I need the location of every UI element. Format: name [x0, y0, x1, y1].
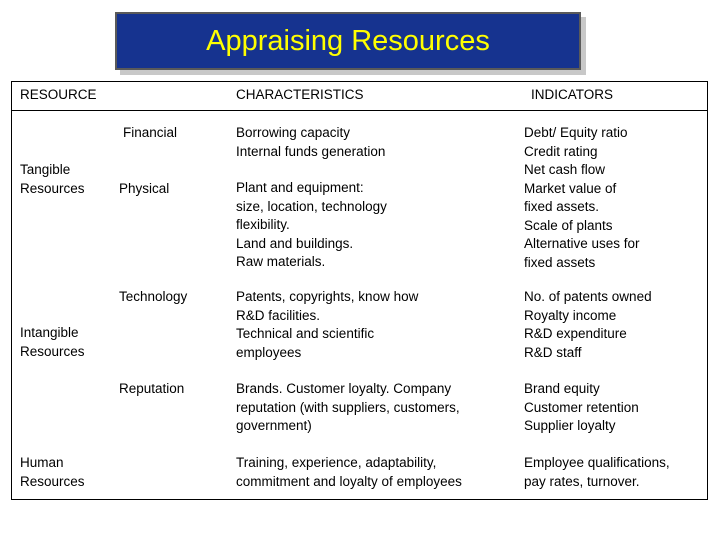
characteristic-line: Plant and equipment: — [236, 180, 364, 195]
characteristic-line: Internal funds generation — [236, 143, 386, 159]
characteristics-reputation — [236, 380, 460, 436]
group-intangible-line: Intangible — [20, 325, 79, 340]
group-human-line: Resources — [20, 473, 85, 489]
header-indicators: INDICATORS — [531, 87, 614, 102]
characteristic-line: reputation (with suppliers, customers, — [236, 399, 460, 415]
indicator-line: Employee qualifications, — [524, 455, 670, 470]
indicator-line: R&D staff — [524, 344, 582, 360]
group-tangible — [20, 161, 85, 198]
characteristics-financial — [236, 124, 385, 161]
indicator-line: No. of patents owned — [524, 289, 652, 304]
indicator-line: Debt/ Equity ratio — [524, 125, 628, 140]
characteristic-line: commitment and loyalty of employees — [236, 473, 462, 489]
indicator-line: fixed assets. — [524, 199, 600, 214]
characteristics-technology — [236, 288, 418, 362]
indicators-human — [524, 454, 670, 491]
group-human — [20, 454, 85, 491]
title-box — [115, 12, 581, 70]
indicator-line: Market value of — [524, 180, 617, 196]
title-banner — [115, 12, 581, 70]
indicators-tangible — [524, 124, 640, 272]
indicator-line: Supplier loyalty — [524, 418, 616, 433]
indicator-line: Alternative uses for — [524, 236, 640, 251]
indicator-line: Brand equity — [524, 381, 600, 396]
characteristics-human — [236, 454, 462, 491]
header-characteristics: CHARACTERISTICS — [236, 87, 364, 102]
indicator-line: Scale of plants — [524, 217, 613, 233]
characteristic-line: Land and buildings. — [236, 235, 354, 251]
page-title: Appraising Resources — [206, 24, 490, 57]
characteristic-line: flexibility. — [236, 217, 290, 232]
subtype-technology: Technology — [119, 289, 188, 304]
group-human-line: Human — [20, 455, 64, 470]
subtype-financial: Financial — [123, 125, 178, 140]
indicator-line: Customer retention — [524, 399, 639, 415]
characteristic-line: Brands. Customer loyalty. Company — [236, 381, 452, 396]
characteristic-line: Patents, copyrights, know how — [236, 289, 419, 304]
subtype-reputation: Reputation — [119, 381, 185, 396]
characteristic-line: employees — [236, 344, 302, 360]
group-tangible-line: Resources — [20, 180, 85, 196]
indicator-line: pay rates, turnover. — [524, 473, 640, 489]
characteristics-physical — [236, 179, 387, 272]
indicators-reputation — [524, 380, 639, 436]
indicator-line: Royalty income — [524, 307, 617, 323]
header-divider — [11, 110, 708, 111]
indicator-line: fixed assets — [524, 254, 596, 270]
indicator-line: Net cash flow — [524, 162, 606, 177]
characteristic-line: government) — [236, 418, 312, 433]
indicators-technology — [524, 288, 652, 362]
characteristic-line: Training, experience, adaptability, — [236, 455, 437, 470]
characteristic-line: Technical and scientific — [236, 326, 375, 341]
subtype-physical: Physical — [119, 181, 170, 196]
characteristic-line: Raw materials. — [236, 254, 326, 269]
characteristic-line: size, location, technology — [236, 198, 387, 214]
group-tangible-line: Tangible — [20, 162, 71, 177]
characteristic-line: Borrowing capacity — [236, 125, 351, 140]
header-resource: RESOURCE — [20, 87, 97, 102]
characteristic-line: R&D facilities. — [236, 307, 321, 323]
indicator-line: Credit rating — [524, 143, 598, 159]
group-intangible-line: Resources — [20, 343, 85, 359]
indicator-line: R&D expenditure — [524, 326, 627, 341]
group-intangible — [20, 324, 85, 361]
